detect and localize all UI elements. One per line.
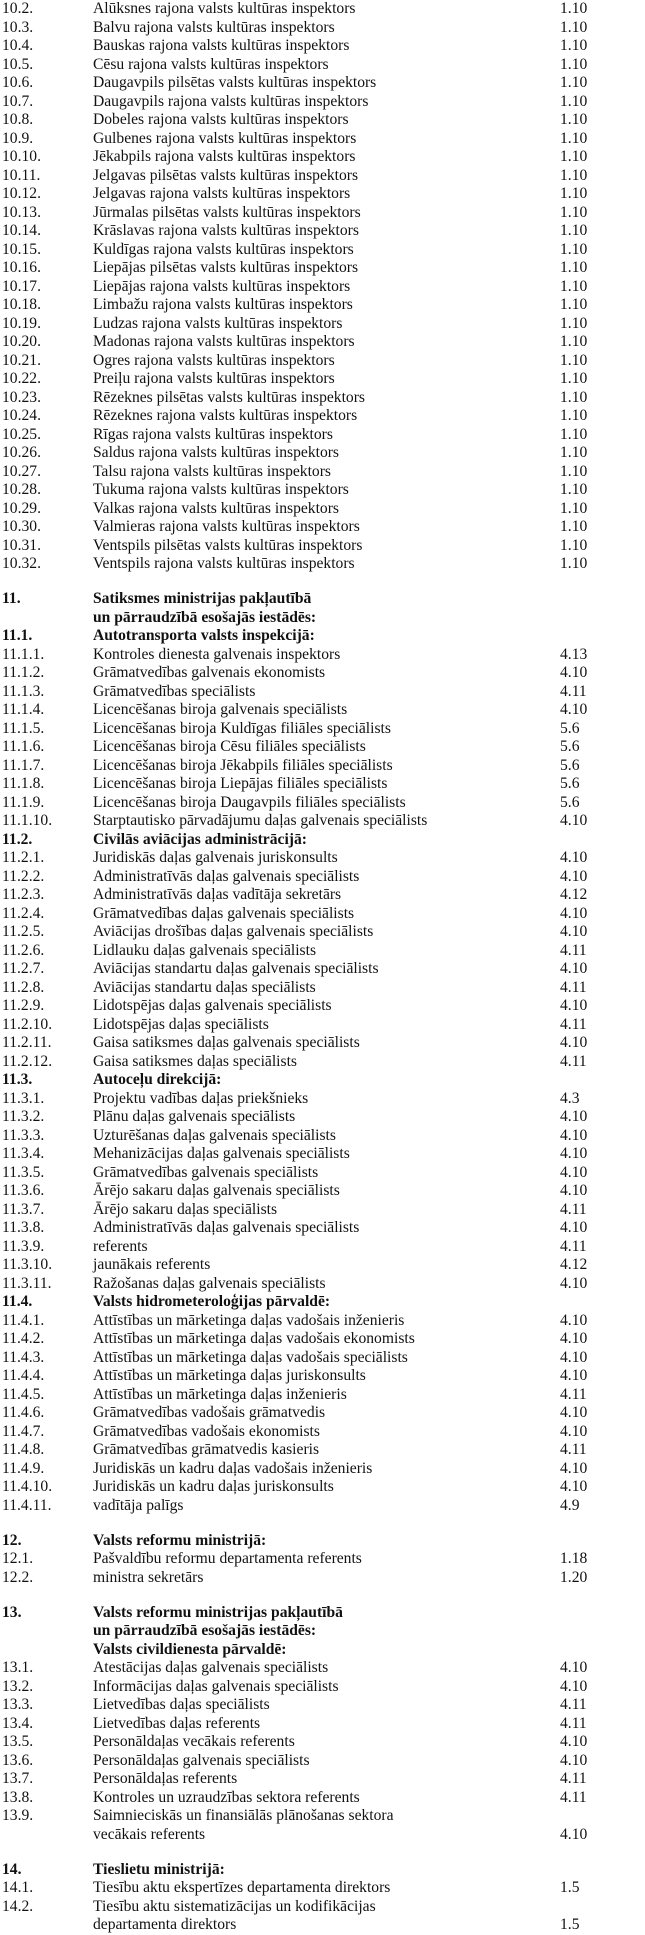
classification-code: 4.10 — [560, 1330, 588, 1348]
item-number: 11.2.1. — [2, 849, 45, 867]
position-title: Ārējo sakaru daļas speciālists — [93, 1200, 278, 1218]
position-title: Limbažu rajona valsts kultūras inspektors — [93, 296, 353, 313]
position-title: Aviācijas standartu daļas speciālists — [93, 978, 316, 996]
classification-code: 4.10 — [560, 1182, 588, 1200]
classification-code: 4.11 — [560, 978, 587, 996]
section-title: Valsts reformu ministrijā: — [93, 1531, 267, 1549]
classification-code: 4.10 — [560, 1348, 588, 1366]
classification-code: 1.10 — [560, 37, 588, 54]
classification-code: 4.11 — [560, 1237, 587, 1255]
position-title: Administratīvās daļas galvenais speciālists — [93, 867, 360, 885]
position-title: Mehanizācijas daļas galvenais speciālists — [93, 1145, 350, 1163]
position-title: Krāslavas rajona valsts kultūras inspektors — [93, 222, 359, 239]
item-number: 11.2.7. — [2, 960, 45, 978]
classification-code: 1.5 — [560, 1916, 580, 1934]
position-title: Rēzeknes rajona valsts kultūras inspektors — [93, 407, 358, 424]
item-number: 10.25. — [2, 425, 41, 443]
position-title: Aviācijas drošības daļas galvenais speciālists — [93, 923, 374, 941]
position-title: Saimnieciskās un finansiālās plānošanas sektora — [93, 1807, 394, 1825]
classification-code: 4.10 — [560, 1219, 588, 1237]
classification-code: 1.10 — [560, 111, 588, 128]
item-number: 11.3.6. — [2, 1182, 45, 1200]
classification-code: 1.10 — [560, 333, 588, 350]
classification-code: 4.10 — [560, 701, 588, 719]
position-title: Juridiskās daļas galvenais juriskonsults — [93, 849, 338, 867]
item-number: 11.1.2. — [2, 664, 45, 682]
item-number: 10.29. — [2, 499, 41, 517]
item-number: 11.2.12. — [2, 1052, 53, 1070]
classification-code: 1.10 — [560, 148, 588, 165]
item-number: 11.3.9. — [2, 1237, 45, 1255]
position-title: Juridiskās un kadru daļas vadošais inženieris — [93, 1459, 373, 1477]
position-title: vadītāja palīgs — [93, 1496, 184, 1514]
item-number: 11.4.11. — [2, 1496, 52, 1514]
item-number: 13.5. — [2, 1733, 34, 1751]
item-number: 10.4. — [2, 37, 34, 54]
classification-code: 5.6 — [560, 756, 580, 774]
position-title: Lietvedības daļas speciālists — [93, 1696, 270, 1714]
position-title: Attīstības un mārketinga daļas vadošais inženieris — [93, 1311, 405, 1329]
item-number: 11.1.6. — [2, 738, 45, 756]
item-number: 11.4.9. — [2, 1459, 45, 1477]
item-number: 14.1. — [2, 1879, 34, 1897]
position-title: Personāldaļas referents — [93, 1770, 238, 1788]
classification-code: 1.10 — [560, 314, 588, 332]
classification-code: 1.10 — [560, 499, 588, 517]
classification-code: 1.10 — [560, 536, 588, 554]
classification-code: 5.6 — [560, 793, 580, 811]
position-title: Ārējo sakaru daļas galvenais speciālists — [93, 1182, 340, 1200]
position-title: Attīstības un mārketinga daļas vadošais ekonomists — [93, 1330, 415, 1348]
classification-code: 1.10 — [560, 185, 588, 202]
classification-code: 1.20 — [560, 1568, 588, 1586]
item-number: 11.2.11. — [2, 1034, 52, 1052]
classification-code: 4.10 — [560, 1478, 588, 1496]
item-number: 11.4.4. — [2, 1367, 45, 1385]
classification-code: 4.10 — [560, 1825, 588, 1843]
position-title: Juridiskās un kadru daļas juriskonsults — [93, 1478, 334, 1496]
classification-code: 4.11 — [560, 1441, 587, 1459]
classification-code: 1.10 — [560, 277, 588, 295]
classification-code: 4.10 — [560, 997, 588, 1015]
item-number: 13.2. — [2, 1677, 34, 1695]
item-number: 11.2.10. — [2, 1015, 53, 1033]
item-number: 10.32. — [2, 555, 41, 572]
item-number: 11.3.7. — [2, 1200, 45, 1218]
classification-code: 1.10 — [560, 92, 588, 110]
classification-code: 4.10 — [560, 960, 588, 978]
position-title: Jēkabpils rajona valsts kultūras inspektors — [93, 148, 356, 165]
item-number: 10.3. — [2, 18, 34, 36]
classification-code: 5.6 — [560, 738, 580, 756]
position-title: Kontroles un uzraudzības sektora referents — [93, 1788, 360, 1806]
item-number: 11.4.10. — [2, 1478, 53, 1496]
item-number: 11.3.1. — [2, 1089, 45, 1107]
item-number: 11.3.3. — [2, 1126, 45, 1144]
position-title: Rīgas rajona valsts kultūras inspektors — [93, 425, 333, 443]
position-title: Tiesību aktu ekspertīzes departamenta direktors — [93, 1879, 391, 1897]
classification-code: 1.10 — [560, 388, 588, 406]
classification-code: 4.12 — [560, 886, 588, 904]
classification-code: 4.10 — [560, 664, 588, 682]
classification-code: 4.10 — [560, 1274, 588, 1292]
item-number: 13.6. — [2, 1751, 34, 1769]
section-title: Valsts civildienesta pārvaldē: — [93, 1640, 287, 1658]
section-title: un pārraudzībā esošajās iestādēs: — [93, 1622, 317, 1640]
classification-code: 4.11 — [560, 1788, 587, 1806]
position-title: Cēsu rajona valsts kultūras inspektors — [93, 55, 329, 73]
item-number: 10.2. — [2, 0, 34, 17]
classification-code: 1.10 — [560, 444, 588, 461]
item-number: 11.3.4. — [2, 1145, 45, 1163]
item-number: 12.1. — [2, 1550, 34, 1568]
item-number: 10.18. — [2, 296, 41, 313]
item-number: 11.3.10. — [2, 1256, 53, 1274]
item-number: 10.10. — [2, 148, 41, 165]
classification-code: 1.10 — [560, 203, 588, 221]
item-number: 13. — [2, 1603, 22, 1621]
item-number: 10.21. — [2, 351, 41, 369]
position-title: Gaisa satiksmes daļas galvenais speciālists — [93, 1034, 360, 1052]
item-number: 11.2.4. — [2, 904, 45, 922]
position-title: Jūrmalas pilsētas valsts kultūras inspektors — [93, 203, 361, 221]
position-title: Licencēšanas biroja Liepājas filiāles speciālists — [93, 775, 388, 793]
position-title: Attīstības un mārketinga daļas vadošais speciālists — [93, 1348, 408, 1366]
position-title: Licencēšanas biroja Daugavpils filiāles speciālists — [93, 793, 406, 811]
position-title: Grāmatvedības grāmatvedis kasieris — [93, 1441, 320, 1459]
position-title: Liepājas pilsētas valsts kultūras inspektors — [93, 259, 359, 276]
section-title: Autoceļu direkcijā: — [93, 1071, 222, 1089]
position-title: Ogres rajona valsts kultūras inspektors — [93, 351, 335, 369]
position-title: Personāldaļas vecākais referents — [93, 1733, 295, 1751]
item-number: 11. — [2, 590, 21, 608]
classification-code: 1.10 — [560, 462, 588, 480]
item-number: 11.1.4. — [2, 701, 45, 719]
classification-code: 1.10 — [560, 55, 588, 73]
item-number: 13.1. — [2, 1659, 34, 1677]
item-number: 13.4. — [2, 1714, 34, 1732]
item-number: 10.31. — [2, 536, 41, 554]
position-title: Preiļu rajona valsts kultūras inspektors — [93, 370, 335, 387]
classification-code: 4.9 — [560, 1496, 580, 1514]
classification-code: 4.11 — [560, 1714, 587, 1732]
position-title: Pašvaldību reformu departamenta referents — [93, 1550, 362, 1568]
classification-code: 4.11 — [560, 941, 587, 959]
position-title: referents — [93, 1237, 148, 1255]
item-number: 10.22. — [2, 370, 41, 387]
classification-code: 4.11 — [560, 1696, 587, 1714]
item-number: 10.27. — [2, 462, 41, 480]
position-title: Starptautisko pārvadājumu daļas galvenais speciālists — [93, 812, 428, 830]
position-title: Gaisa satiksmes daļas speciālists — [93, 1052, 297, 1070]
item-number: 11.2. — [2, 830, 33, 848]
position-title: Gulbenes rajona valsts kultūras inspektors — [93, 129, 357, 147]
item-number: 10.26. — [2, 444, 41, 461]
classification-code: 4.11 — [560, 682, 587, 700]
item-number: 11.4.8. — [2, 1441, 45, 1459]
classification-code: 1.10 — [560, 222, 588, 239]
position-title: Daugavpils pilsētas valsts kultūras inspektors — [93, 74, 377, 91]
classification-code: 1.10 — [560, 74, 588, 91]
classification-code: 4.10 — [560, 904, 588, 922]
item-number: 10.17. — [2, 277, 41, 295]
position-title: Grāmatvedības galvenais ekonomists — [93, 664, 326, 682]
classification-code: 1.10 — [560, 166, 588, 184]
item-number: 11.1.8. — [2, 775, 45, 793]
classification-code: 1.10 — [560, 351, 588, 369]
section-title: Autotransporta valsts inspekcijā: — [93, 627, 315, 645]
item-number: 11.4.2. — [2, 1330, 45, 1348]
item-number: 11.2.5. — [2, 923, 45, 941]
classification-code: 1.10 — [560, 518, 588, 535]
section-title: un pārraudzībā esošajās iestādēs: — [93, 608, 317, 626]
classification-code: 1.10 — [560, 129, 588, 147]
classification-code: 1.10 — [560, 407, 588, 424]
classification-code: 4.10 — [560, 1034, 588, 1052]
item-number: 11.2.2. — [2, 867, 45, 885]
item-number: 10.23. — [2, 388, 41, 406]
position-title: Grāmatvedības vadošais ekonomists — [93, 1422, 320, 1440]
position-title: Grāmatvedības galvenais speciālists — [93, 1163, 319, 1181]
classification-code: 4.10 — [560, 1367, 588, 1385]
position-title: Madonas rajona valsts kultūras inspektors — [93, 333, 355, 350]
item-number: 13.7. — [2, 1770, 34, 1788]
item-number: 11.1.9. — [2, 793, 45, 811]
item-number: 11.1.7. — [2, 756, 45, 774]
item-number: 11.3.8. — [2, 1219, 45, 1237]
position-title: Informācijas daļas galvenais speciālists — [93, 1677, 339, 1695]
position-title: Tukuma rajona valsts kultūras inspektors — [93, 481, 349, 498]
classification-code: 4.11 — [560, 1770, 587, 1788]
classification-code: 1.10 — [560, 425, 588, 443]
item-number: 10.16. — [2, 259, 41, 276]
item-number: 11.4.3. — [2, 1348, 45, 1366]
classification-code: 4.3 — [560, 1089, 580, 1107]
position-title: Personāldaļas galvenais speciālists — [93, 1751, 310, 1769]
position-title: departamenta direktors — [93, 1916, 237, 1934]
position-title: Lidlauku daļas galvenais speciālists — [93, 941, 317, 959]
position-title: Lietvedības daļas referents — [93, 1714, 261, 1732]
section-title: Tieslietu ministrijā: — [93, 1860, 225, 1878]
position-title: Ludzas rajona valsts kultūras inspektors — [93, 314, 343, 332]
classification-code: 1.10 — [560, 370, 588, 387]
item-number: 11.3.11. — [2, 1274, 52, 1292]
item-number: 13.8. — [2, 1788, 34, 1806]
item-number: 12.2. — [2, 1568, 34, 1586]
position-title: Licencēšanas biroja Jēkabpils filiāles speciālists — [93, 756, 393, 774]
classification-code: 4.12 — [560, 1256, 588, 1274]
position-title: Licencēšanas biroja galvenais speciālists — [93, 701, 348, 719]
classification-code: 4.13 — [560, 645, 588, 663]
classification-code: 4.11 — [560, 1385, 587, 1403]
position-title: Ražošanas daļas galvenais speciālists — [93, 1274, 326, 1292]
item-number: 11.2.3. — [2, 886, 45, 904]
classification-code: 5.6 — [560, 775, 580, 793]
position-title: Atestācijas daļas galvenais speciālists — [93, 1659, 329, 1677]
item-number: 10.19. — [2, 314, 41, 332]
item-number: 10.30. — [2, 518, 41, 535]
classification-code: 4.10 — [560, 1404, 588, 1422]
position-title: Attīstības un mārketinga daļas inženieris — [93, 1385, 347, 1403]
item-number: 11.2.9. — [2, 997, 45, 1015]
position-title: Grāmatvedības vadošais grāmatvedis — [93, 1404, 326, 1422]
item-number: 10.11. — [2, 166, 41, 184]
position-title: Alūksnes rajona valsts kultūras inspektors — [93, 0, 356, 17]
item-number: 11.4. — [2, 1293, 33, 1311]
item-number: 10.14. — [2, 222, 41, 239]
classification-code: 4.10 — [560, 1751, 588, 1769]
section-title: Civilās aviācijas administrācijā: — [93, 830, 307, 848]
classification-code: 1.5 — [560, 1879, 580, 1897]
item-number: 13.3. — [2, 1696, 34, 1714]
classification-code: 1.10 — [560, 555, 588, 572]
position-title: Aviācijas standartu daļas galvenais speciālists — [93, 960, 379, 978]
position-title: Attīstības un mārketinga daļas juriskonsults — [93, 1367, 366, 1385]
position-title: Dobeles rajona valsts kultūras inspektors — [93, 111, 349, 128]
classification-code: 4.11 — [560, 1015, 587, 1033]
classification-code: 1.18 — [560, 1550, 588, 1568]
position-title: Valkas rajona valsts kultūras inspektors — [93, 499, 339, 517]
position-title: Grāmatvedības daļas galvenais speciālists — [93, 904, 355, 922]
item-number: 11.1.1. — [2, 645, 45, 663]
classification-code: 5.6 — [560, 719, 580, 737]
classification-code: 4.10 — [560, 1145, 588, 1163]
position-title: ministra sekretārs — [93, 1568, 204, 1586]
position-title: Uzturēšanas daļas galvenais speciālists — [93, 1126, 336, 1144]
classification-code: 4.10 — [560, 1677, 588, 1695]
position-title: Plānu daļas galvenais speciālists — [93, 1108, 296, 1126]
classification-code: 4.10 — [560, 1163, 588, 1181]
position-title: Jelgavas pilsētas valsts kultūras inspektors — [93, 166, 359, 184]
position-title: Kontroles dienesta galvenais inspektors — [93, 645, 341, 663]
item-number: 11.4.6. — [2, 1404, 45, 1422]
position-title: Talsu rajona valsts kultūras inspektors — [93, 462, 331, 480]
position-title: Ventspils pilsētas valsts kultūras inspektors — [93, 536, 363, 554]
item-number: 14.2. — [2, 1897, 34, 1915]
position-title: Valmieras rajona valsts kultūras inspektors — [93, 518, 360, 535]
classification-code: 4.10 — [560, 812, 588, 830]
position-title: Balvu rajona valsts kultūras inspektors — [93, 18, 335, 36]
item-number: 11.4.1. — [2, 1311, 45, 1329]
section-title: Valsts reformu ministrijas pakļautībā — [93, 1603, 343, 1621]
position-title: Jelgavas rajona valsts kultūras inspektors — [93, 185, 351, 202]
classification-code: 4.10 — [560, 849, 588, 867]
classification-code: 1.10 — [560, 240, 588, 258]
item-number: 11.3.5. — [2, 1163, 45, 1181]
classification-code: 4.10 — [560, 1108, 588, 1126]
classification-code: 1.10 — [560, 18, 588, 36]
item-number: 12. — [2, 1531, 22, 1549]
item-number: 10.9. — [2, 129, 34, 147]
section-title: Valsts hidrometeroloģijas pārvaldē: — [93, 1293, 331, 1311]
item-number: 10.6. — [2, 74, 34, 91]
item-number: 11.2.6. — [2, 941, 45, 959]
position-title: Bauskas rajona valsts kultūras inspektors — [93, 37, 350, 54]
position-title: Licencēšanas biroja Kuldīgas filiāles speciālists — [93, 719, 391, 737]
classification-code: 1.10 — [560, 259, 588, 276]
item-number: 11.2.8. — [2, 978, 45, 996]
item-number: 11.1.10. — [2, 812, 53, 830]
classification-code: 4.10 — [560, 1659, 588, 1677]
position-title: Tiesību aktu sistematizācijas un kodifikācijas — [93, 1897, 376, 1915]
position-title: Liepājas rajona valsts kultūras inspektors — [93, 277, 351, 295]
item-number: 11.3. — [2, 1071, 33, 1089]
classification-code: 4.10 — [560, 923, 588, 941]
classification-code: 1.10 — [560, 481, 588, 498]
position-title: Lidotspējas daļas galvenais speciālists — [93, 997, 332, 1015]
item-number: 11.1. — [2, 627, 33, 645]
position-title: Rēzeknes pilsētas valsts kultūras inspektors — [93, 388, 365, 406]
item-number: 10.15. — [2, 240, 41, 258]
position-title: vecākais referents — [93, 1825, 206, 1843]
position-title: jaunākais referents — [93, 1256, 211, 1274]
item-number: 10.13. — [2, 203, 41, 221]
position-title: Administratīvās daļas galvenais speciālists — [93, 1219, 360, 1237]
item-number: 10.7. — [2, 92, 34, 110]
classification-code: 4.10 — [560, 1126, 588, 1144]
position-title: Projektu vadības daļas priekšnieks — [93, 1089, 309, 1107]
classification-code: 4.10 — [560, 1459, 588, 1477]
classification-code: 4.11 — [560, 1200, 587, 1218]
item-number: 10.20. — [2, 333, 41, 350]
item-number: 10.8. — [2, 111, 34, 128]
classification-code: 4.10 — [560, 1733, 588, 1751]
section-title: Satiksmes ministrijas pakļautībā — [93, 590, 312, 608]
classification-code: 4.10 — [560, 867, 588, 885]
position-title: Kuldīgas rajona valsts kultūras inspektors — [93, 240, 354, 258]
classification-code: 1.10 — [560, 296, 588, 313]
item-number: 10.24. — [2, 407, 41, 424]
item-number: 10.5. — [2, 55, 34, 73]
position-title: Daugavpils rajona valsts kultūras inspektors — [93, 92, 369, 110]
classification-code: 4.11 — [560, 1052, 587, 1070]
position-title: Licencēšanas biroja Cēsu filiāles speciālists — [93, 738, 366, 756]
item-number: 11.3.2. — [2, 1108, 45, 1126]
item-number: 11.4.5. — [2, 1385, 45, 1403]
item-number: 11.4.7. — [2, 1422, 45, 1440]
item-number: 10.12. — [2, 185, 41, 202]
position-title: Ventspils rajona valsts kultūras inspektors — [93, 555, 355, 572]
position-title: Administratīvās daļas vadītāja sekretārs — [93, 886, 342, 904]
item-number: 11.1.5. — [2, 719, 45, 737]
position-title: Saldus rajona valsts kultūras inspektors — [93, 444, 340, 461]
item-number: 10.28. — [2, 481, 41, 498]
item-number: 11.1.3. — [2, 682, 45, 700]
classification-code: 4.10 — [560, 1311, 588, 1329]
position-title: Lidotspējas daļas speciālists — [93, 1015, 269, 1033]
position-title: Grāmatvedības speciālists — [93, 682, 256, 700]
classification-code: 4.10 — [560, 1422, 588, 1440]
item-number: 14. — [2, 1860, 22, 1878]
classification-code: 1.10 — [560, 0, 588, 17]
item-number: 13.9. — [2, 1807, 34, 1825]
